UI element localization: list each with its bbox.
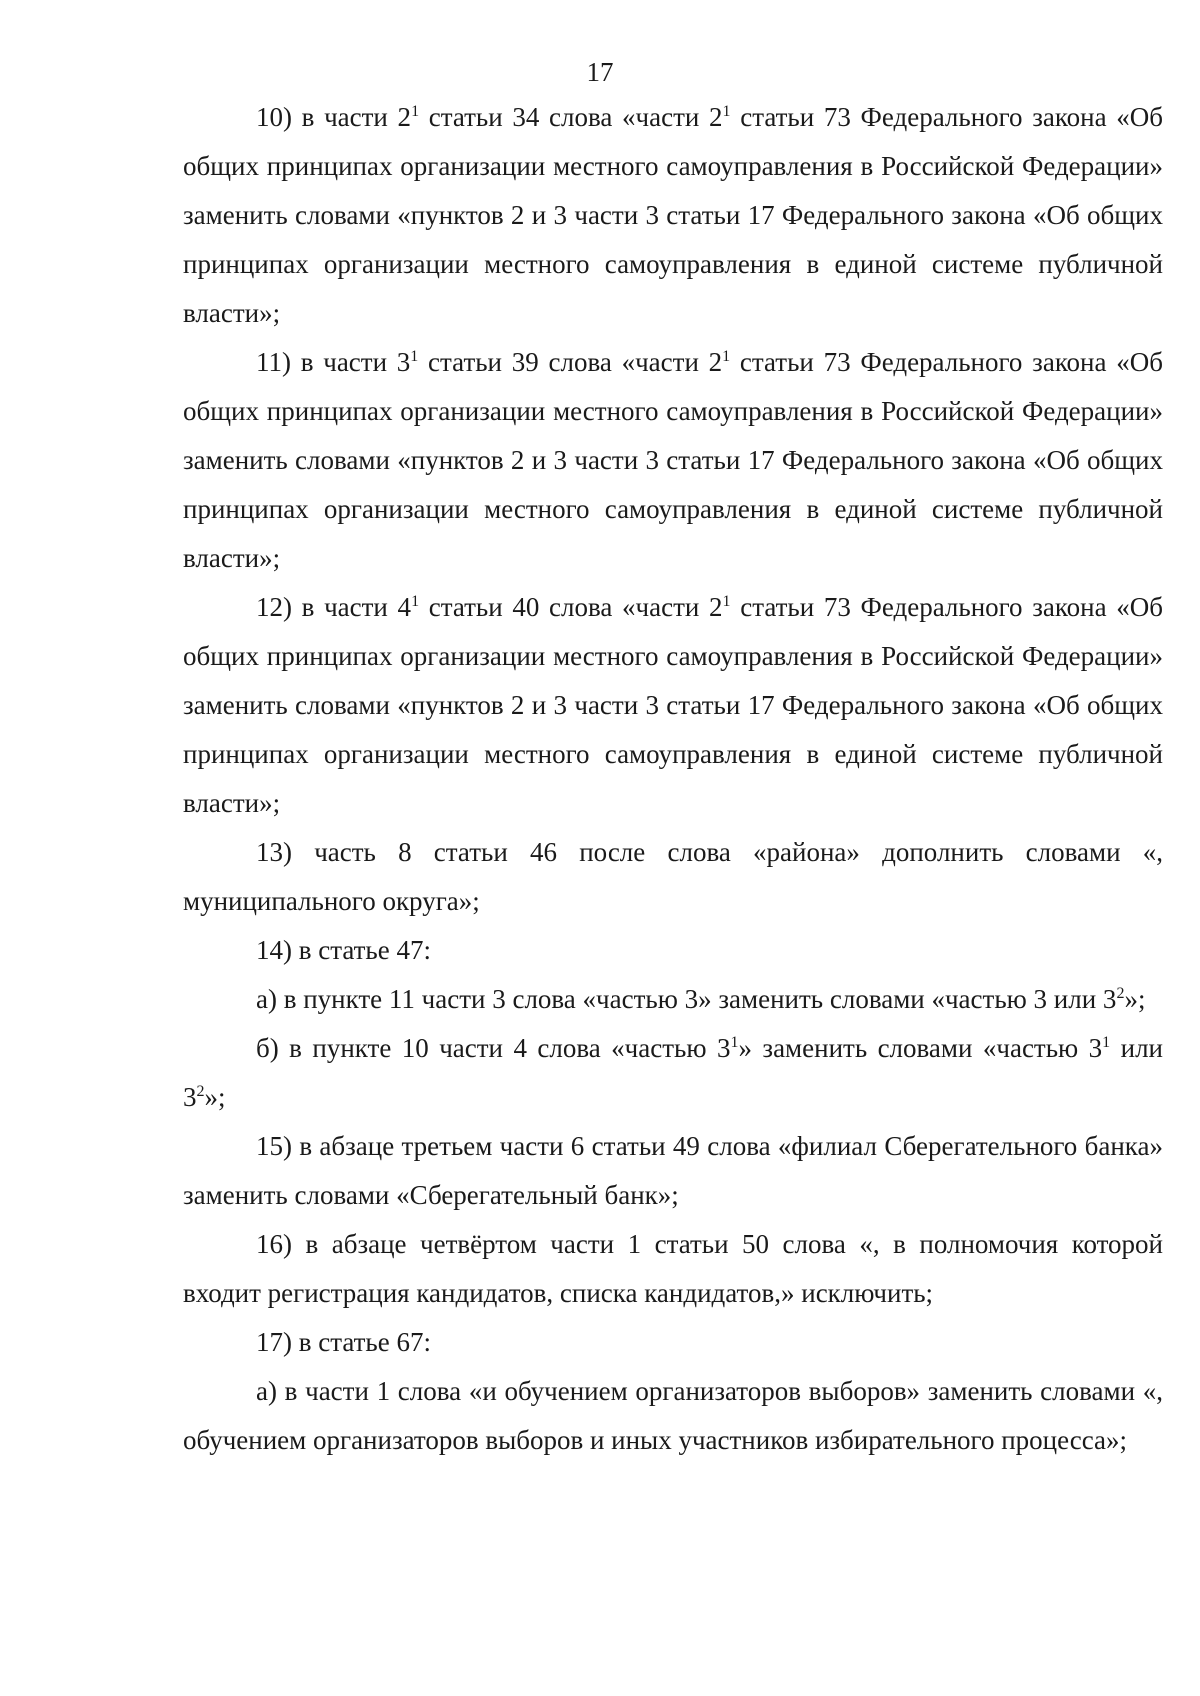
paragraph-text: 15) в абзаце третьем части 6 статьи 49 слова «филиал Сберегательного банка» заменить словами «Сберегательный банк»; bbox=[183, 1131, 1163, 1210]
paragraph-item-15 bbox=[183, 1122, 1163, 1220]
page-number: 17 bbox=[586, 57, 614, 87]
paragraph-text: статьи 73 Федерального закона «Об общих принципах организации местного самоуправления в Российской Федерации» заменить словами «пунктов 2 и 3 части 3 статьи 17 Федерального закона «Об общих принципах организации местного самоуправления в единой системе публичной власти»; bbox=[183, 347, 1163, 573]
paragraph-text: б) в пункте 10 части 4 слова «частью 3 bbox=[256, 1033, 731, 1063]
paragraph-item-14 bbox=[183, 926, 1163, 975]
paragraph-text: 14) в статье 47: bbox=[256, 935, 431, 965]
superscript: 2 bbox=[196, 1083, 205, 1100]
paragraph-text: 12) в части 4 bbox=[256, 592, 412, 622]
paragraph-text: 11) в части 3 bbox=[256, 347, 411, 377]
paragraph-text: » заменить словами «частью 3 bbox=[738, 1033, 1103, 1063]
superscript: 1 bbox=[722, 593, 731, 610]
paragraph-text: статьи 40 слова «части 2 bbox=[419, 592, 723, 622]
paragraph-item-14b bbox=[183, 1024, 1163, 1122]
superscript: 1 bbox=[722, 103, 731, 120]
paragraph-text: статьи 39 слова «части 2 bbox=[418, 347, 723, 377]
superscript: 1 bbox=[411, 103, 420, 120]
superscript: 1 bbox=[730, 1034, 739, 1051]
superscript: 1 bbox=[722, 348, 731, 365]
paragraph-item-16 bbox=[183, 1220, 1163, 1318]
paragraph-text: а) в части 1 слова «и обучением организаторов выборов» заменить словами «, обучением организаторов выборов и иных участников избирательного процесса»; bbox=[183, 1376, 1163, 1455]
paragraph-text: а) в пункте 11 части 3 слова «частью 3» заменить словами «частью 3 или 3 bbox=[256, 984, 1117, 1014]
paragraph-text: 10) в части 2 bbox=[256, 102, 412, 132]
paragraph-text: или 3 bbox=[183, 1033, 1163, 1112]
paragraph-item-13 bbox=[183, 828, 1163, 926]
paragraph-item-11 bbox=[183, 338, 1163, 583]
superscript: 2 bbox=[1116, 985, 1125, 1002]
paragraph-text: 13) часть 8 статьи 46 после слова «района» дополнить словами «, муниципального округа»; bbox=[183, 837, 1163, 916]
superscript: 1 bbox=[1102, 1034, 1111, 1051]
paragraph-text: статьи 73 Федерального закона «Об общих принципах организации местного самоуправления в Российской Федерации» заменить словами «пунктов 2 и 3 части 3 статьи 17 Федерального закона «Об общих принципах организации местного самоуправления в единой системе публичной власти»; bbox=[183, 592, 1163, 818]
paragraph-text: статьи 34 слова «части 2 bbox=[419, 102, 723, 132]
paragraph-text: 16) в абзаце четвёртом части 1 статьи 50 слова «, в полномочия которой входит регистрация кандидатов, списка кандидатов,» исключить; bbox=[183, 1229, 1163, 1308]
paragraph-text: 17) в статье 67: bbox=[256, 1327, 431, 1357]
superscript: 1 bbox=[410, 348, 419, 365]
paragraph-item-14a bbox=[183, 975, 1163, 1024]
paragraph-item-17a bbox=[183, 1367, 1163, 1465]
document-body bbox=[183, 93, 1163, 1465]
paragraph-text: »; bbox=[1124, 984, 1146, 1014]
paragraph-item-17 bbox=[183, 1318, 1163, 1367]
paragraph-item-10 bbox=[183, 93, 1163, 338]
paragraph-text: »; bbox=[204, 1082, 226, 1112]
paragraph-text: статьи 73 Федерального закона «Об общих принципах организации местного самоуправления в Российской Федерации» заменить словами «пунктов 2 и 3 части 3 статьи 17 Федерального закона «Об общих принципах организации местного самоуправления в единой системе публичной власти»; bbox=[183, 102, 1163, 328]
paragraph-item-12 bbox=[183, 583, 1163, 828]
superscript: 1 bbox=[411, 593, 420, 610]
